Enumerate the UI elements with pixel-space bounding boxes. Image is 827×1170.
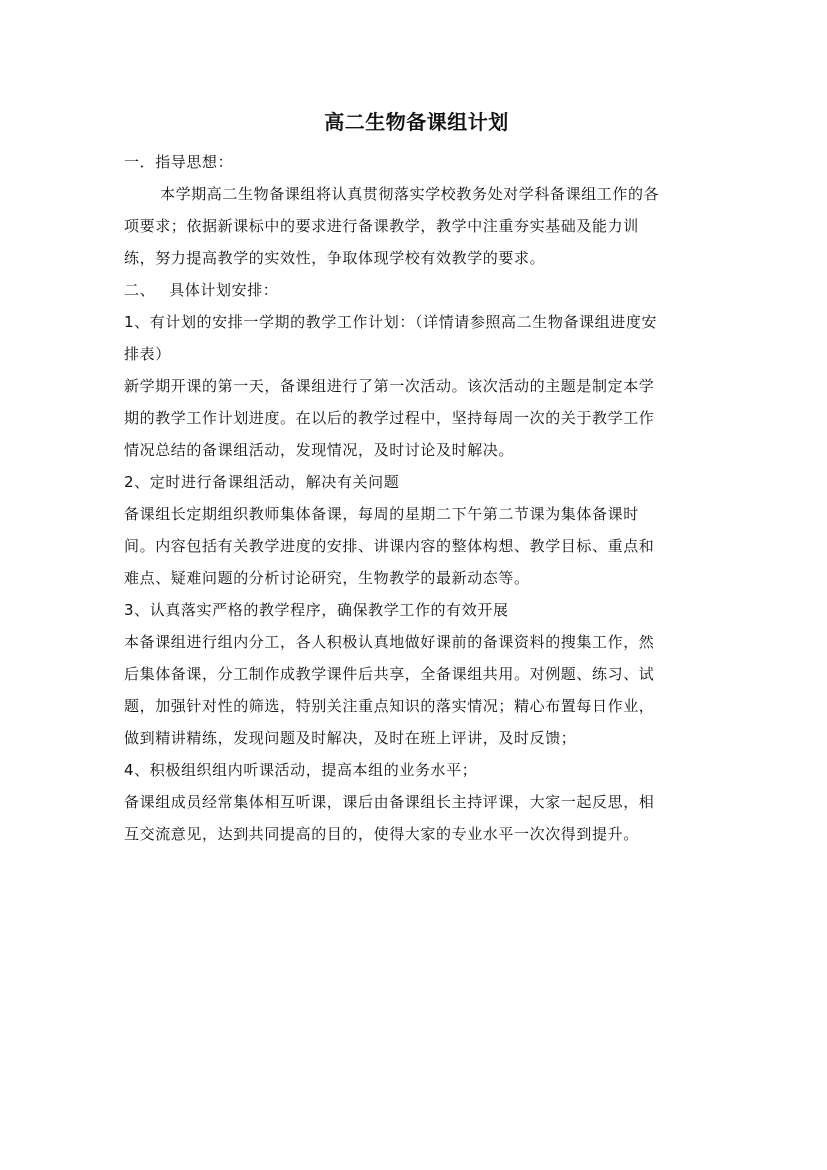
document-body <box>124 108 709 850</box>
section-heading-text: 具体计划安排： <box>169 281 279 299</box>
item-heading: 排表） <box>124 345 171 363</box>
section-heading-plan <box>124 274 709 306</box>
section-number: 二、 <box>124 281 156 299</box>
paragraph-line: 难点、疑难问题的分析讨论研究，生物教学的最新动态等。 <box>124 569 530 587</box>
paragraph-line: 期的教学工作计划进度。在以后的教学过程中，坚持每周一次的关于教学工作 <box>124 409 655 427</box>
paragraph-line: 练，努力提高教学的实效性，争取体现学校有效教学的要求。 <box>124 249 546 267</box>
item-heading: 4、积极组织组内听课活动，提高本组的业务水平； <box>124 761 478 779</box>
paragraph-line: 情况总结的备课组活动，发现情况，及时讨论及时解决。 <box>124 441 515 459</box>
document-title: 高二生物备课组计划 <box>324 110 509 134</box>
paragraph-line: 题，加强针对性的筛选，特别关注重点知识的落实情况；精心布置每日作业， <box>124 697 655 715</box>
item-heading: 3、认真落实严格的教学程序，确保教学工作的有效开展 <box>124 601 509 619</box>
paragraph-line: 做到精讲精练，发现问题及时解决，及时在班上评讲，及时反馈； <box>124 729 577 747</box>
item-heading: 1、有计划的安排一学期的教学工作计划：（详情请参照高二生物备课组进度安 <box>124 313 658 331</box>
paragraph-line: 本备课组进行组内分工，各人积极认真地做好课前的备课资料的搜集工作，然 <box>124 633 655 651</box>
paragraph-line: 项要求；依据新课标中的要求进行备课教学，教学中注重夯实基础及能力训 <box>124 217 639 235</box>
paragraph-line: 本学期高二生物备课组将认真贯彻落实学校教务处对学科备课组工作的各 <box>160 185 660 203</box>
paragraph-line: 互交流意见，达到共同提高的目的，使得大家的专业水平一次次得到提升。 <box>124 825 639 843</box>
paragraph-line: 后集体备课，分工制作成教学课件后共享，全备课组共用。对例题、练习、试 <box>124 665 655 683</box>
paragraph-line: 新学期开课的第一天，备课组进行了第一次活动。该次活动的主题是制定本学 <box>124 377 655 395</box>
paragraph-line: 备课组长定期组织教师集体备课，每周的星期二下午第二节课为集体备课时 <box>124 505 639 523</box>
paragraph-line: 间。内容包括有关教学进度的安排、讲课内容的整体构想、教学目标、重点和 <box>124 537 655 555</box>
paragraph-line: 备课组成员经常集体相互听课，课后由备课组长主持评课，大家一起反思，相 <box>124 793 655 811</box>
item-heading: 2、定时进行备课组活动，解决有关问题 <box>124 473 400 491</box>
section-heading-guiding-thought: 一．指导思想： <box>124 153 234 171</box>
